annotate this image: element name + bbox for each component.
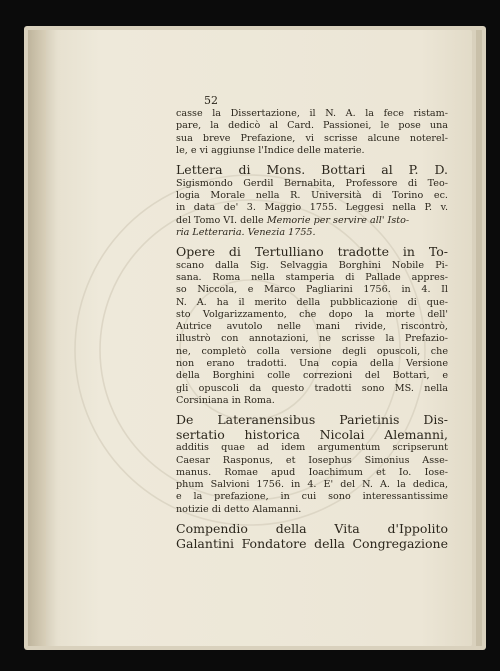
- text-column: [176, 96, 448, 551]
- entry-heading: Lettera di Mons. Bottari al P. D.: [176, 163, 448, 178]
- entry-lateranensibus: [176, 413, 448, 516]
- text-line: e la prefazione, in cui sono interessantissime: [176, 491, 448, 503]
- text-line: notizie di detto Alamanni.: [176, 503, 302, 515]
- text-line: additis quae ad idem argumentum scripserunt: [176, 442, 448, 454]
- text-line: Sigismondo Gerdil Bernabita, Professore di Teo-: [176, 177, 448, 189]
- page-edge-strip: [476, 30, 482, 646]
- entry-heading: Compendio della Vita d'Ippolito: [176, 522, 448, 537]
- text-line: Caesar Rasponus, et Iosephus Simonius Asse-: [176, 454, 448, 466]
- entry-galantini: [176, 522, 448, 551]
- entry-heading: De Lateranensibus Parietinis Dis-: [176, 413, 448, 428]
- text-line: [176, 227, 448, 239]
- text-run: del Tomo VI. delle: [176, 214, 264, 226]
- entry-heading: sertatio historica Nicolai Alemanni,: [176, 427, 448, 442]
- page-number: 52: [204, 94, 218, 107]
- text-line: pare, la dedicò al Card. Passionei, le pose una: [176, 120, 448, 132]
- text-line: in data de' 3. Maggio 1755. Leggesi nella P. v.: [176, 202, 448, 214]
- book-gutter: [28, 30, 46, 646]
- text-line: casse la Dissertazione, il N. A. la fece ristam-: [176, 108, 448, 119]
- continuation-paragraph: [176, 108, 448, 157]
- text-line: sto Volgarizzamento, che dopo la morte dell': [176, 308, 448, 320]
- italic-title: ria Letteraria. Venezia 1755.: [176, 226, 316, 238]
- text-line: N. A. ha il merito della pubblicazione di que-: [176, 296, 448, 308]
- text-line: manus. Romae apud Ioachimum et Io. Iose-: [176, 466, 448, 478]
- entry-heading: Galantini Fondatore della Congregazione: [176, 536, 448, 551]
- text-line: [176, 215, 448, 227]
- text-line: scano dalla Sig. Selvaggia Borghini Nobile Pi-: [176, 259, 448, 271]
- text-line: Corsiniana in Roma.: [176, 394, 275, 406]
- text-line: le, e vi aggiunse l'Indice delle materie.: [176, 144, 365, 156]
- text-line: sana. Roma nella stamperia di Pallade appres-: [176, 271, 448, 283]
- entry-bottari-letter: [176, 163, 448, 239]
- text-line: sua breve Prefazione, vi scrisse alcune noterel-: [176, 132, 448, 144]
- text-line: della Borghini colle correzioni del Bottari, e: [176, 370, 448, 382]
- entry-heading: Opere di Tertulliano tradotte in To-: [176, 245, 448, 260]
- text-line: Autrice avutolo nelle mani rivide, riscontrò,: [176, 321, 448, 333]
- text-line: gli opuscoli da questo tradotti sono MS. nella: [176, 382, 448, 394]
- text-line: so Niccola, e Marco Pagliarini 1756. in 4. Il: [176, 284, 448, 296]
- text-line: illustrò con annotazioni, ne scrisse la Prefazio-: [176, 333, 448, 345]
- text-line: ne, completò colla versione degli opuscoli, che: [176, 345, 448, 357]
- text-line: non erano tradotti. Una copia della Versione: [176, 358, 448, 370]
- entry-tertulliano: [176, 245, 448, 407]
- italic-title: Memorie per servire all' Isto-: [266, 214, 410, 226]
- text-line: phum Salvioni 1756. in 4. E' del N. A. la dedica,: [176, 479, 448, 491]
- text-line: logia Morale nella R. Università di Torino ec.: [176, 189, 448, 201]
